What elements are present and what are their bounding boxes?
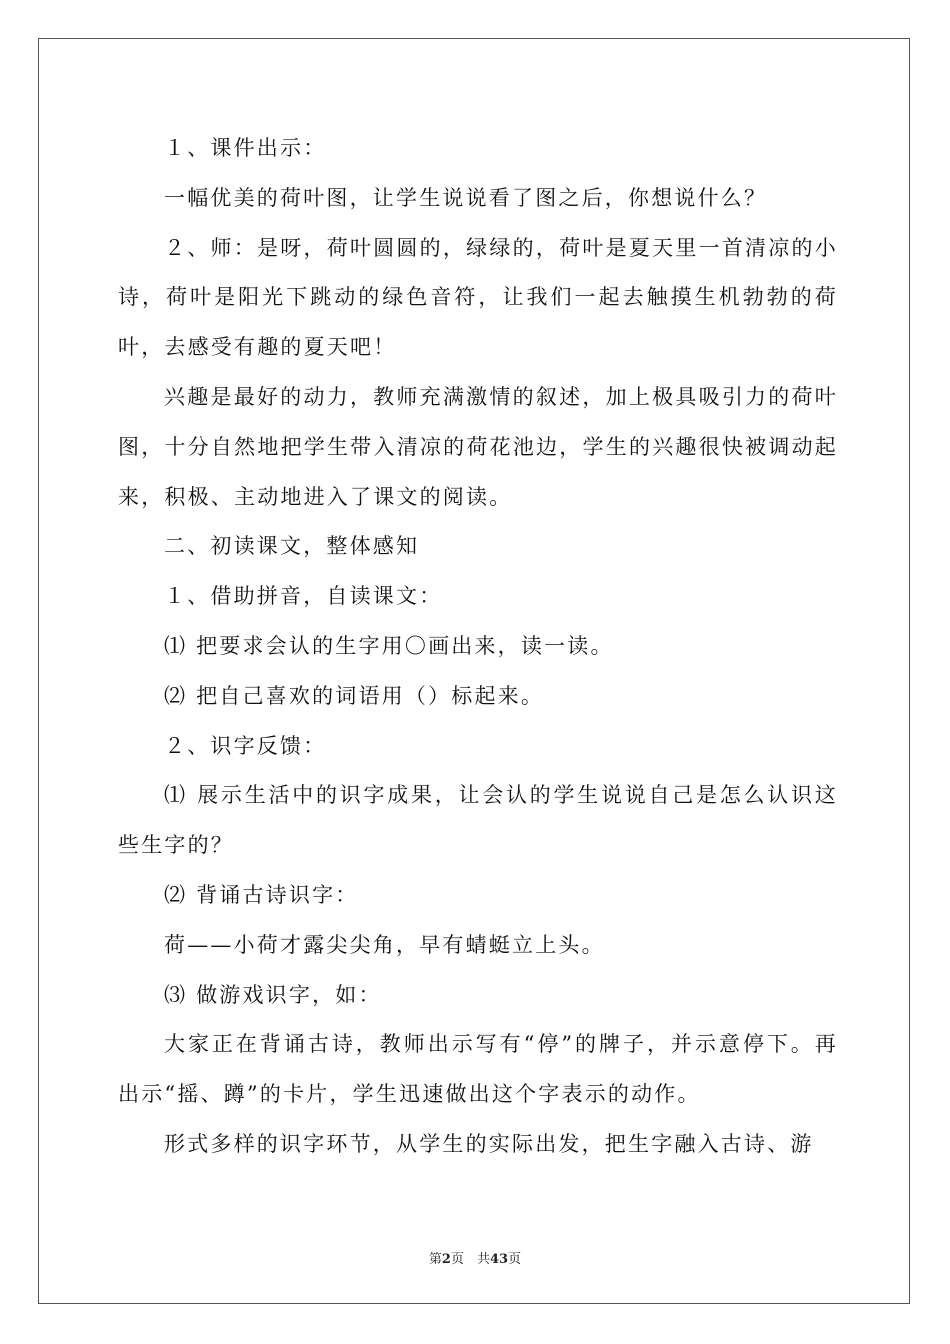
section-heading: 二、初读课文，整体感知: [164, 534, 420, 559]
total-page-count: 43: [489, 1252, 509, 1267]
footer-page-suffix: 页 共: [450, 1252, 490, 1267]
footer-total-suffix: 页: [508, 1252, 522, 1267]
paragraph: １、课件出示：: [164, 136, 327, 160]
paragraph: 形式多样的识字环节，从学生的实际出发，把生字融入古诗、游: [164, 1131, 814, 1156]
poem-line: 荷——小荷才露尖尖角，早有蜻蜓立上头。: [164, 932, 605, 957]
paragraph: 兴趣是最好的动力，教师充满激情的叙述，加上极具吸引力的荷叶图，十分自然地把学生带入清凉的荷花池边，学生的兴趣很快被调动起来，积极、主动地进入了课文的阅读。: [118, 384, 838, 509]
list-item: ⑴ 把要求会认的生字用〇画出来，读一读。: [164, 633, 614, 658]
paragraph: ２、识字反馈：: [164, 733, 327, 758]
paragraph: 一幅优美的荷叶图，让学生说说看了图之后，你想说什么？: [164, 185, 768, 210]
footer-prefix: 第: [428, 1252, 442, 1267]
paragraph: 大家正在背诵古诗，教师出示写有“停”的牌子，并示意停下。再出示“摇、蹲”的卡片，学生迅速做出这个字表示的动作。: [118, 1032, 838, 1107]
document-body: [118, 124, 838, 1170]
list-item: ⑵ 背诵古诗识字：: [164, 882, 359, 907]
paragraph: １、借助拼音，自读课文：: [164, 584, 443, 609]
page-footer: [0, 1248, 950, 1267]
list-item: ⑴ 展示生活中的识字成果，让会认的学生说说自己是怎么认识这些生字的？: [118, 783, 838, 858]
paragraph: ２、师：是呀，荷叶圆圆的，绿绿的，荷叶是夏天里一首清凉的小诗，荷叶是阳光下跳动的绿色音符，让我们一起去触摸生机勃勃的荷叶，去感受有趣的夏天吧！: [118, 235, 838, 360]
current-page-number: 2: [441, 1252, 451, 1267]
list-item: ⑵ 把自己喜欢的词语用（）标起来。: [164, 683, 545, 708]
list-item: ⑶ 做游戏识字，如：: [164, 982, 382, 1007]
